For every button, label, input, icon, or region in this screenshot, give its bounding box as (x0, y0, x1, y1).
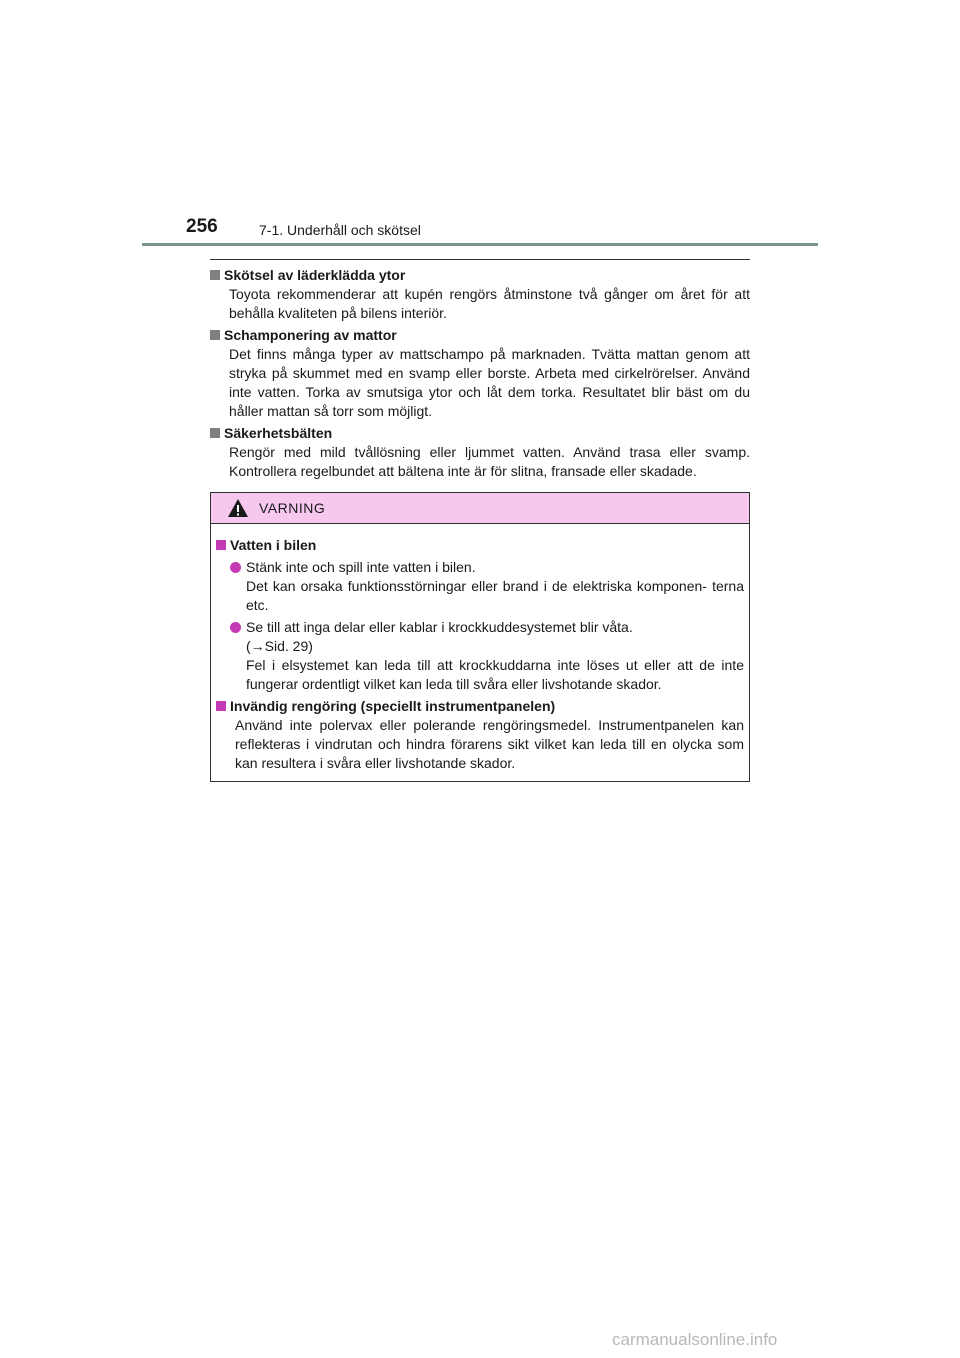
page-number: 256 (186, 216, 218, 237)
warning-content (211, 524, 749, 773)
section-leather-care (210, 266, 750, 323)
section-marker-icon (216, 701, 226, 711)
warning-header (211, 493, 749, 524)
warning-triangle-icon (227, 498, 249, 518)
main-content (210, 266, 750, 484)
section-body: Toyota rekommenderar att kupén rengörs åtminstone två gånger om året för att behålla kvaliteten på bilens interiör. (229, 286, 750, 321)
section-title: Säkerhetsbälten (224, 425, 333, 441)
chapter-title: 7-1. Underhåll och skötsel (259, 222, 421, 238)
warning-label: VARNING (259, 500, 326, 516)
section-marker-icon (210, 270, 220, 280)
section-carpet-shampoo (210, 326, 750, 421)
warning-section-title: Vatten i bilen (230, 537, 317, 553)
bullet-dot-icon (230, 562, 241, 573)
warning-bullet (216, 558, 744, 615)
bullet-text: Stänk inte och spill inte vatten i bilen. (246, 559, 476, 575)
bullet-detail: Det kan orsaka funktionsstörningar eller brand i de elektriska komponen- terna etc. (246, 578, 744, 613)
section-title: Skötsel av läderklädda ytor (224, 267, 406, 283)
section-marker-icon (210, 330, 220, 340)
section-body: Det finns många typer av mattschampo på marknaden. Tvätta mattan genom att stryka på skummet med en svamp eller borste. Arbeta med cirkelrörelser. Använd inte vatten. Torka av smutsiga ytor och låt dem torka. Resultatet blir bäst om du håller mattan så torr som möjligt. (229, 346, 750, 419)
warning-section-body: Använd inte polervax eller polerande rengöringsmedel. Instrumentpanelen kan reflekteras i vindrutan och hindra förarens sikt vilket kan leda till en olycka som kan resultera i svåra eller livshotande skador. (235, 717, 744, 771)
section-body: Rengör med mild tvållösning eller ljummet vatten. Använd trasa eller svamp. Kontrollera regelbundet att bältena inte är för slitna, fransade eller skadade. (229, 444, 750, 479)
bullet-text: Se till att inga delar eller kablar i krockkuddesystemet blir våta. (246, 619, 633, 635)
content-top-rule (210, 259, 750, 260)
section-marker-icon (216, 540, 226, 550)
bullet-dot-icon (230, 622, 241, 633)
section-seatbelts (210, 424, 750, 481)
warning-bullet (216, 618, 744, 694)
section-marker-icon (210, 428, 220, 438)
bullet-detail: Fel i elsystemet kan leda till att krockkuddarna inte löses ut eller att de inte fungerar ordentligt vilket kan leda till svåra eller livshotande skador. (246, 657, 744, 692)
page-reference: (→Sid. 29) (246, 638, 313, 654)
watermark: carmanualsonline.info (612, 1330, 778, 1349)
header-rule (142, 243, 818, 246)
warning-box (210, 492, 750, 782)
warning-section-title: Invändig rengöring (speciellt instrumentpanelen) (230, 698, 556, 714)
section-title: Schamponering av mattor (224, 327, 397, 343)
